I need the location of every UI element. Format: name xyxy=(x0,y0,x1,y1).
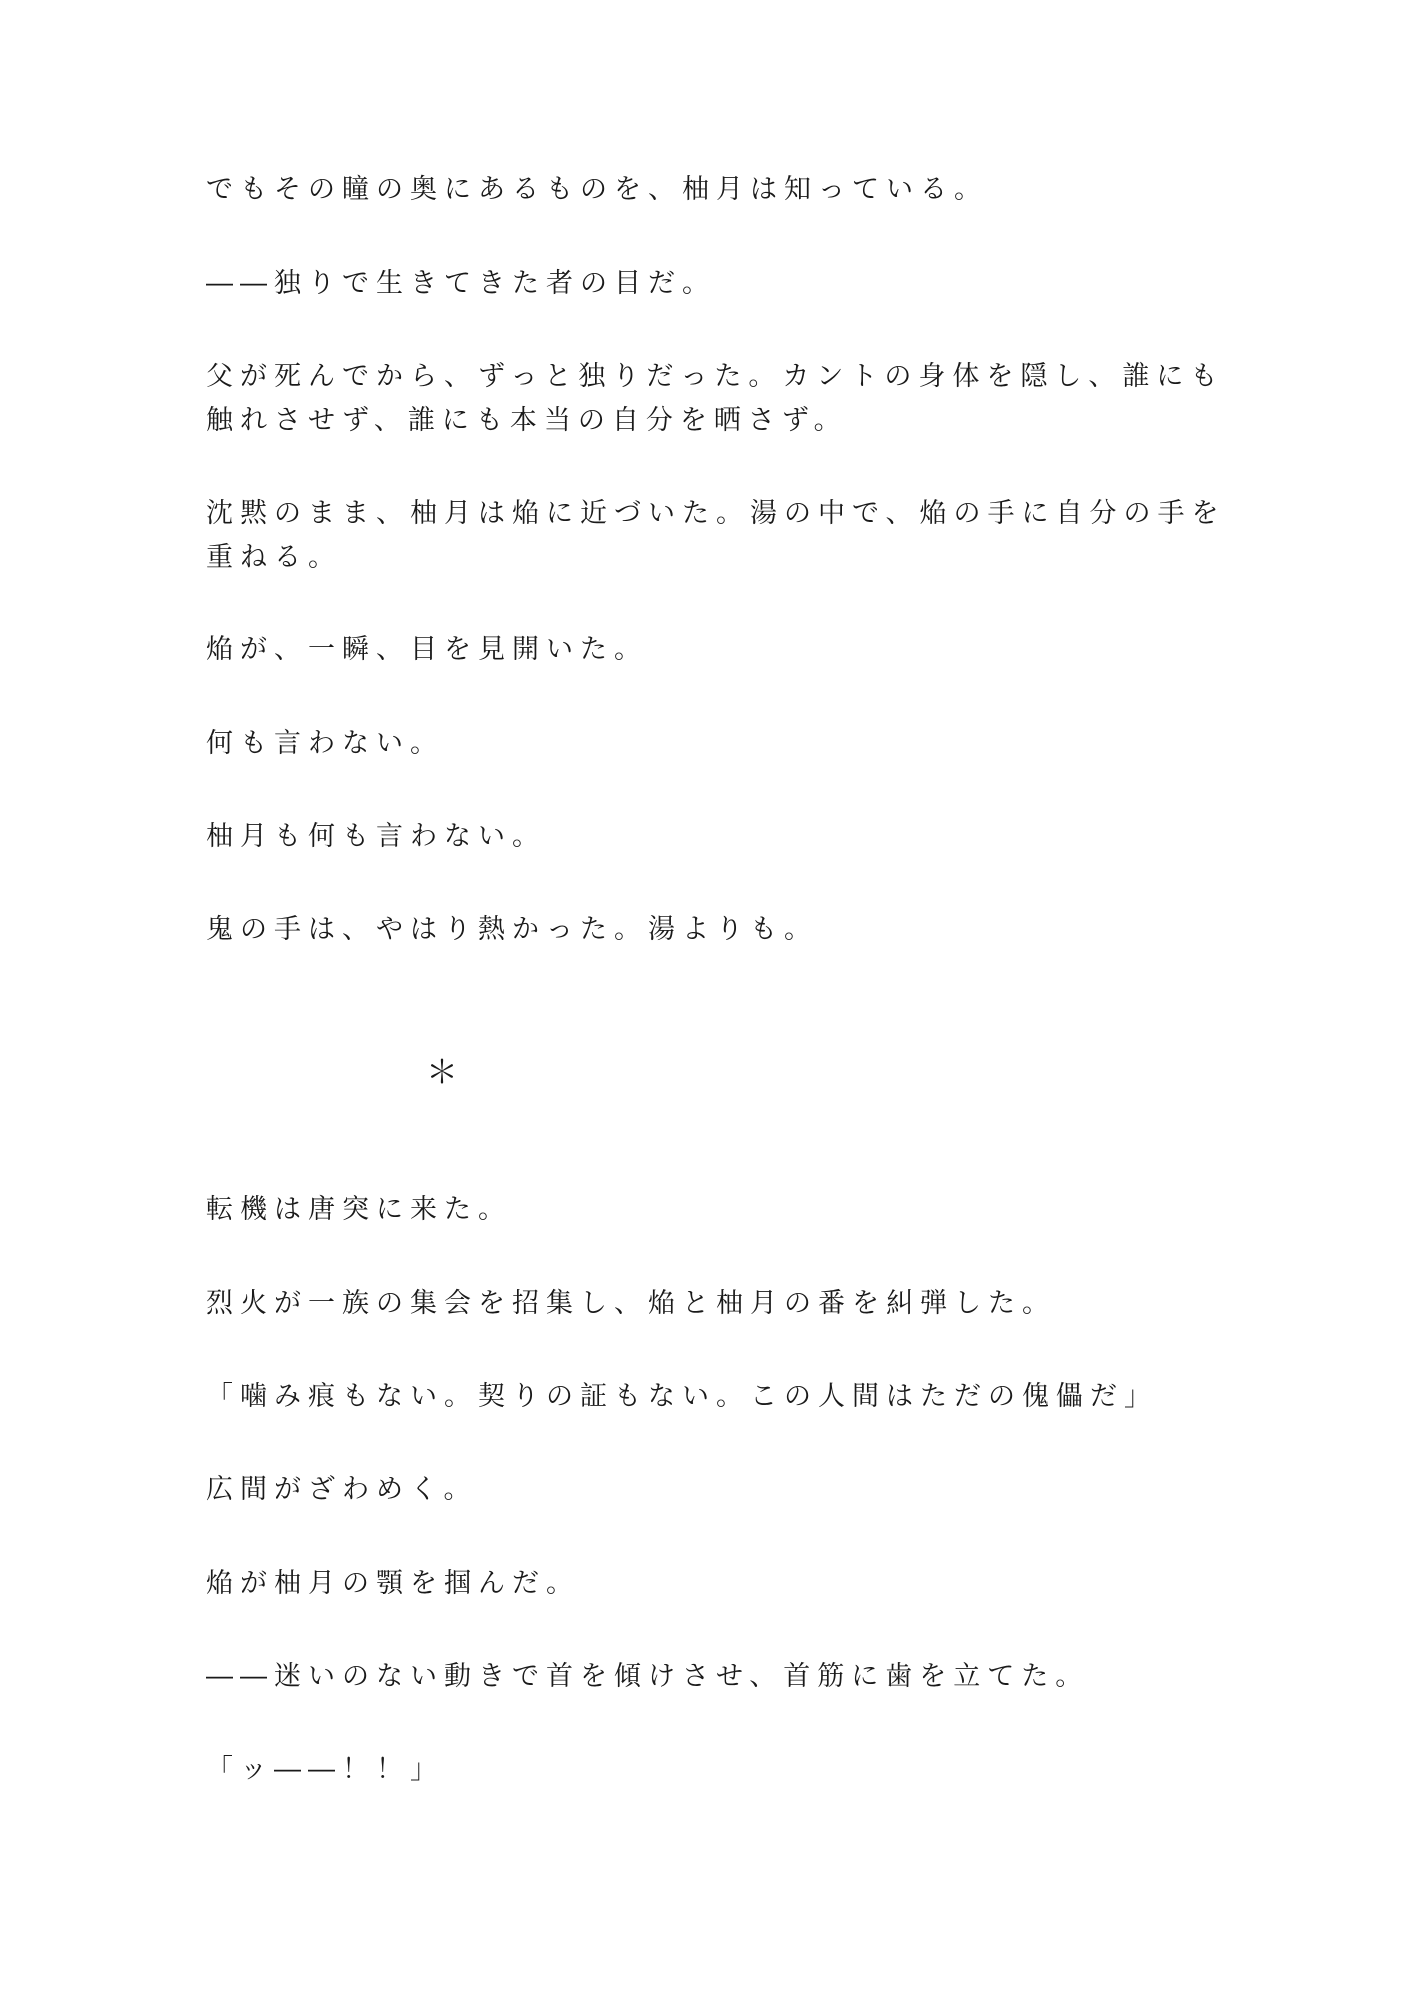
text-line: 焔が柚月の顎を掴んだ。 xyxy=(206,1568,580,1599)
text-line: 沈黙のまま、柚月は焔に近づいた。湯の中で、焔の手に自分の手を xyxy=(206,498,1226,529)
paragraph xyxy=(206,168,1206,212)
paragraph xyxy=(206,628,1206,672)
paragraph xyxy=(206,908,1206,952)
text-line: 鬼の手は、やはり熱かった。湯よりも。 xyxy=(206,914,818,945)
text-line: 柚月も何も言わない。 xyxy=(206,821,546,852)
text-line: 父が死んでから、ずっと独りだった。カントの身体を隠し、誰にも xyxy=(206,361,1225,392)
paragraph xyxy=(206,262,1206,306)
text-line: 重ねる。 xyxy=(206,542,342,573)
text-line: 転機は唐突に来た。 xyxy=(206,1194,512,1225)
paragraph xyxy=(206,1655,1206,1699)
text-line: 「ッ――！！」 xyxy=(206,1754,444,1785)
paragraph xyxy=(206,815,1206,859)
text-line: 触れさせず、誰にも本当の自分を晒さず。 xyxy=(206,405,848,436)
paragraph xyxy=(206,1282,1206,1326)
paragraph xyxy=(206,355,1225,443)
paragraph xyxy=(206,1375,1206,1419)
text-line: 広間がざわめく。 xyxy=(206,1474,478,1505)
text-line: ――独りで生きてきた者の目だ。 xyxy=(206,268,716,299)
scene-separator: ＊ xyxy=(426,1053,459,1091)
paragraph xyxy=(206,1468,1206,1512)
text-line: でもその瞳の奥にあるものを、柚月は知っている。 xyxy=(206,174,988,205)
paragraph xyxy=(206,1748,1206,1792)
text-line: 烈火が一族の集会を招集し、焔と柚月の番を糾弾した。 xyxy=(206,1288,1056,1319)
text-line: ――迷いのない動きで首を傾けさせ、首筋に歯を立てた。 xyxy=(206,1661,1090,1692)
text-line: 「噛み痕もない。契りの証もない。この人間はただの傀儡だ」 xyxy=(206,1381,1158,1412)
paragraph xyxy=(206,1562,1206,1606)
paragraph xyxy=(206,722,1206,766)
text-line: 焔が、一瞬、目を見開いた。 xyxy=(206,634,648,665)
paragraph xyxy=(206,492,1226,580)
paragraph xyxy=(206,1188,1206,1232)
text-line: 何も言わない。 xyxy=(206,728,444,759)
